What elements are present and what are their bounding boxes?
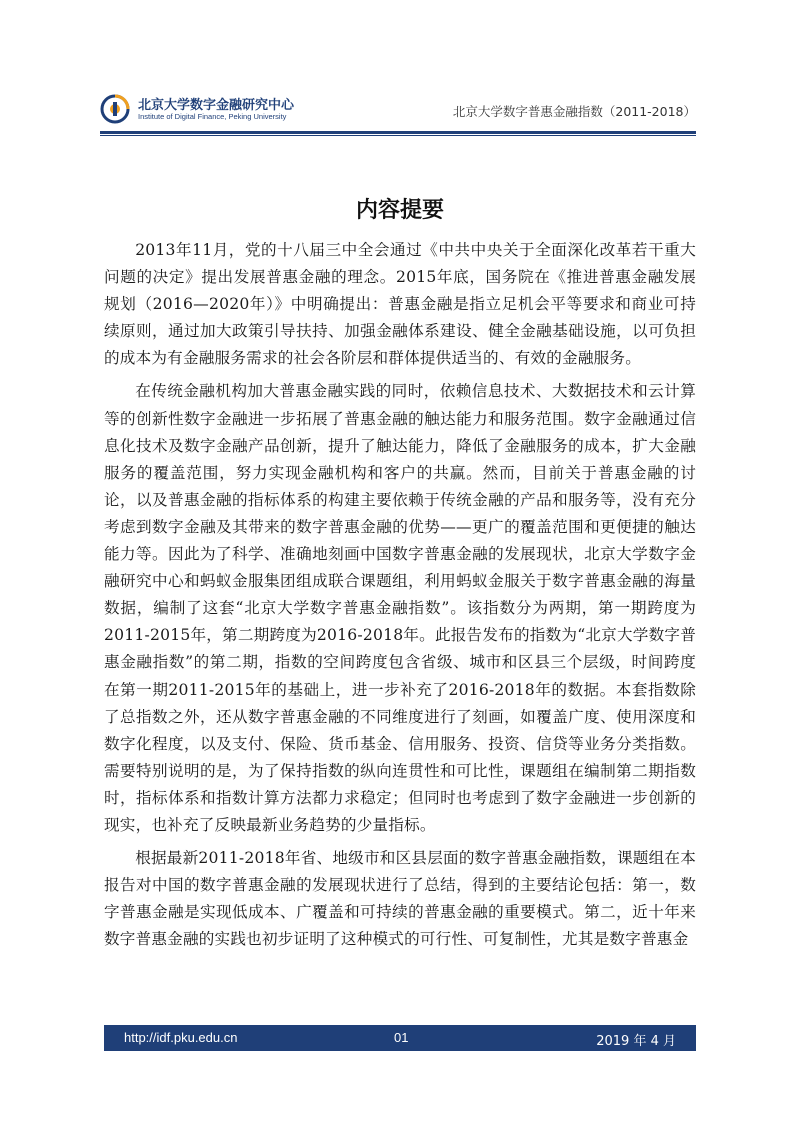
paragraph: 2013年11月，党的十八届三中全会通过《中共中央关于全面深化改革若干重大问题的决定》提出发展普惠金融的理念。2015年底，国务院在《推进普惠金融发展规划（2016—2020年）》中明确提出：普惠金融是指立足机会平等要求和商业可持续原则，通过加大政策引导扶持、加强金融体系建设、健全金融基础设施，以可负担的成本为有金融服务需求的社会各阶层和群体提供适当的、有效的金融服务。 — [104, 241, 696, 368]
header-divider-thin — [100, 135, 696, 136]
page-header — [100, 90, 696, 132]
footer-url-link[interactable]: http://idf.pku.edu.cn — [124, 1030, 238, 1045]
page-footer — [104, 1025, 696, 1051]
paragraph: 在传统金融机构加大普惠金融实践的同时，依赖信息技术、大数据技术和云计算等的创新性数字金融进一步拓展了普惠金融的触达能力和服务范围。数字金融通过信息化技术及数字金融产品创新，提升了触达能力，降低了金融服务的成本，扩大金融服务的覆盖范围，努力实现金融机构和客户的共赢。然而，目前关于普惠金融的讨论，以及普惠金融的指标体系的构建主要依赖于传统金融的产品和服务等，没有充分考虑到数字金融及其带来的数字普惠金融的优势——更广的覆盖范围和更便捷的触达能力等。因此为了科学、准确地刻画中国数字普惠金融的发展现状，北京大学数字金融研究中心和蚂蚁金服集团组成联合课题组，利用蚂蚁金服关于数字普惠金融的海量数据，编制了这套“北京大学数字普惠金融指数”。该指数分为两期，第一期跨度为2011-2015年，第二期跨度为2016-2018年。此报告发布的指数为“北京大学数字普惠金融指数”的第二期，指数的空间跨度包含省级、城市和区县三个层级，时间跨度在第一期2011-2015年的基础上，进一步补充了2016-2018年的数据。本套指数除了总指数之外，还从数字普惠金融的不同维度进行了刻画，如覆盖广度、使用深度和数字化程度，以及支付、保险、货币基金、信用服务、投资、信贷等业务分类指数。需要特别说明的是，为了保持指数的纵向连贯性和可比性，课题组在编制第二期指数时，指标体系和指数计算方法都力求稳定；但同时也考虑到了数字金融进一步创新的现实，也补充了反映最新业务趋势的少量指标。 — [104, 382, 696, 834]
org-logo — [100, 90, 300, 130]
footer-date: 2019 年 4 月 — [596, 1034, 676, 1049]
page-number: 01 — [394, 1030, 409, 1045]
page-title: 内容提要 — [355, 198, 444, 223]
org-name-cn: 北京大学数字金融研究中心 — [138, 98, 295, 113]
report-title: 北京大学数字普惠金融指数（2011-2018） — [452, 104, 696, 119]
paragraph: 根据最新2011-2018年省、地级市和区县层面的数字普惠金融指数，课题组在本报告对中国的数字普惠金融的发展现状进行了总结，得到的主要结论包括：第一，数字普惠金融是实现低成本、广覆盖和可持续的普惠金融的重要模式。第二，近十年来数字普惠金融的实践也初步证明了这种模式的可行性、可复制性，尤其是数字普惠金 — [104, 849, 696, 949]
idf-logo-icon — [100, 94, 130, 124]
header-divider — [100, 131, 696, 134]
org-name-en: Institute of Digital Finance, Peking University — [138, 112, 287, 121]
summary-body — [104, 237, 696, 953]
